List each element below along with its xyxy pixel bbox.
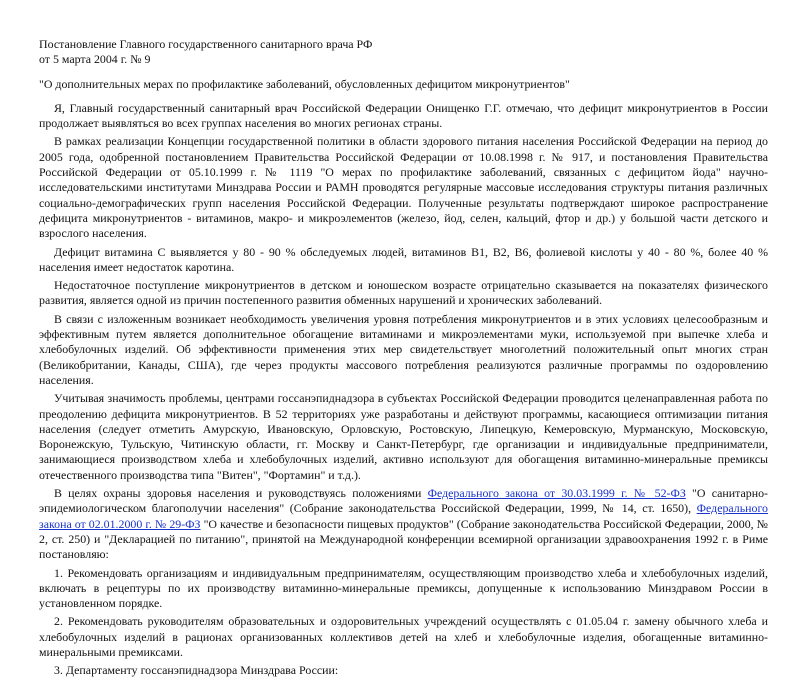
document-date-number: от 5 марта 2004 г. № 9	[39, 52, 151, 67]
paragraph-regional-programs: Учитывая значимость проблемы, центрами госсанэпиднадзора в субъектах Российской Федерации проводится целенаправленная работа по преодолению дефицита микронутриентов. В 52 территориях уже разработаны и действуют программы, касающиеся оптимизации питания населения (следует отметить Амурскую, Ивановскую, Орловскую, Ростовскую, Липецкую, Кемеровскую, Мурманскую, Московскую, Воронежскую, Тульскую, Читинскую области, гг. Москву и Санкт-Петербург, где организации и индивидуальные предприниматели, занимающиеся производством хлеба и хлебобулочных изделий, активно используют для обогащения витаминно-минеральные премиксы отечественного производства типа "Витен", "Фортамин" и т.д.).	[39, 391, 768, 482]
federal-law-52-link[interactable]: Федерального закона от 30.03.1999 г. № 52-ФЗ	[427, 486, 686, 501]
document-subject: "О дополнительных мерах по профилактике заболеваний, обусловленных дефицитом микронутриентов"	[39, 76, 570, 91]
paragraph-legal-basis	[39, 486, 768, 562]
legal-basis-text-2: "О санитарно-эпидемиологическом благополучии населения" (Собрание законодательства Российской Федерации, 1999, № 14, ст. 1650),	[39, 486, 768, 516]
resolution-item-3: 3. Департаменту госсанэпиднадзора Минздрава России:	[54, 663, 339, 678]
federal-law-29-link[interactable]: Федерального закона от 02.01.2000 г. № 29-ФЗ	[39, 501, 768, 531]
paragraph-intro: Я, Главный государственный санитарный врач Российской Федерации Онищенко Г.Г. отмечаю, что дефицит микронутриентов в России продолжает выявляться во всех группах населения во многих регионах страны.	[39, 100, 768, 131]
document-title: Постановление Главного государственного санитарного врача РФ	[39, 37, 373, 51]
paragraph-insufficient-intake: Недостаточное поступление микронутриентов в детском и юношеском возрасте отрицательно сказывается на показателях физического развития, является одной из причин постепенного развития обменных нарушений и хронических заболеваний.	[39, 278, 768, 308]
legal-basis-text-1: В целях охраны здоровья населения и руководствуясь положениями	[54, 486, 428, 501]
resolution-item-2: 2. Рекомендовать руководителям образовательных и оздоровительных учреждений осуществлять с 01.05.04 г. замену обычного хлеба и хлебобулочных изделий в рационах организованных коллективов детей на хлеб и хлебобулочные изделия, обогащенные витаминно-минеральными премиксами.	[39, 614, 768, 659]
paragraph-enrichment: В связи с изложенным возникает необходимость увеличения уровня потребления микронутриентов и в этих условиях целесообразным и эффективным путем является дополнительное обогащение витаминами и микроэлементами муки, используемой при выпечке хлеба и хлебобулочных изделий. Об эффективности применения этих мер свидетельствует многолетний положительный опыт многих стран (Великобритании, Канады, США), где через продукты массового потребления реализуются различные программы по оздоровлению населения.	[39, 311, 768, 387]
paragraph-concept: В рамках реализации Концепции государственной политики в области здорового питания населения Российской Федерации на период до 2005 года, одобренной постановлением Правительства Российской Федерации от 10.08.1998 г. № 917, и постановления Правительства Российской Федерации от 05.10.1999 г. № 1119 "О мерах по профилактике заболеваний, связанных с дефицитом йода" научно-исследовательскими институтами Минздрава России и РАМН проводятся регулярные массовые исследования структуры питания различных социально-демографических групп населения Российской Федерации. Полученные результаты подтверждают широкое распространение дефицита микронутриентов - витаминов, макро- и микроэлементов (железо, йод, селен, кальций, фтор и др.) у большой части детского и взрослого населения.	[39, 134, 768, 241]
paragraph-vitamin-deficit: Дефицит витамина С выявляется у 80 - 90 % обследуемых людей, витаминов В1, В2, В6, фолиевой кислоты у 40 - 80 %, более 40 % населения имеет недостаток каротина.	[39, 244, 768, 274]
resolution-item-1: 1. Рекомендовать организациям и индивидуальным предпринимателям, осуществляющим производство хлеба и хлебобулочных изделий, включать в рецептуры по их производству витаминно-минеральные премиксы, допущенные к использованию Минздравом России в установленном порядке.	[39, 565, 768, 611]
legal-basis-text-3: "О качестве и безопасности пищевых продуктов" (Собрание законодательства Российской Федерации, 2000, № 2, ст. 250) и "Декларацией по питанию", принятой на Международной конференции всемирной организации здравоохранения 1992 г. в Риме постановляю:	[39, 516, 768, 562]
document-page	[39, 37, 768, 682]
